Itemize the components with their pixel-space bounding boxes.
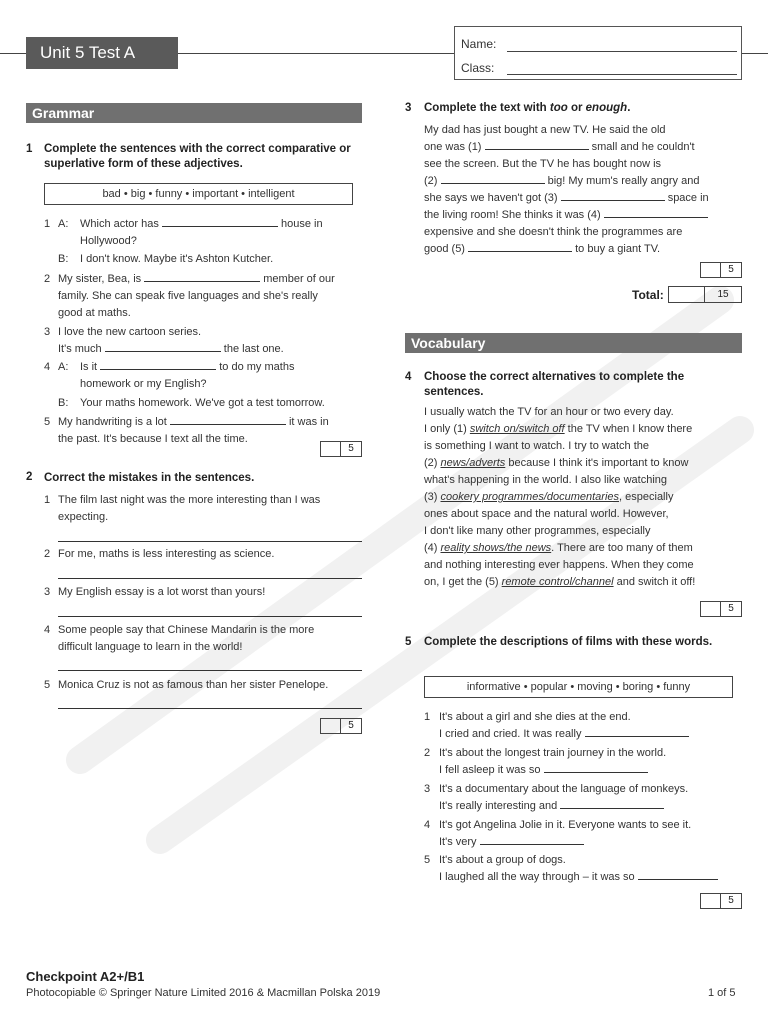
q3-instruction-enough: enough: [585, 102, 628, 114]
q3-blank3[interactable]: [561, 190, 665, 201]
q1-number: 1: [26, 143, 33, 155]
q1-item4-speaker-a: A:: [58, 361, 69, 373]
q4-line8: I don't like many other programmes, especially: [424, 525, 651, 537]
q3-blank5[interactable]: [468, 241, 572, 252]
vocabulary-section-title: Vocabulary: [405, 333, 742, 353]
q3-line2: [424, 139, 744, 156]
q5-item1-line2-text: I cried and cried. It was really: [439, 728, 582, 740]
q5-item1-line2: [439, 726, 744, 743]
q1-item2-line1: [58, 271, 363, 288]
q3-text: [424, 122, 744, 258]
q1-item4-number: 4: [44, 361, 51, 373]
q5-item1-number: 1: [424, 711, 431, 723]
q2-item4-answer-line[interactable]: [58, 670, 362, 671]
q4-line5: what's happening in the world. I also like watching: [424, 474, 668, 486]
q4-line4-b: because I think it's important to know: [505, 457, 689, 469]
grammar-section-title: Grammar: [26, 103, 362, 123]
q3-instruction: [424, 101, 744, 116]
q1-item1-a-after: house in: [281, 218, 323, 230]
q5-instruction: Complete the descriptions of films with these words.: [424, 636, 713, 648]
class-field[interactable]: [507, 74, 737, 75]
name-label: Name:: [461, 37, 497, 51]
q4-score: 5: [720, 602, 741, 616]
q3-number: 3: [405, 102, 412, 114]
q1-item3-after: the last one.: [223, 343, 284, 355]
q5-item4-number: 4: [424, 819, 431, 831]
q1-item4-a-cont: homework or my English?: [80, 378, 207, 390]
q3-instruction-too: too: [549, 102, 568, 114]
q3-instruction-or: or: [567, 102, 586, 114]
q5-number: 5: [405, 636, 412, 648]
q3-line6: [424, 207, 744, 224]
q4-option5[interactable]: remote control/channel: [501, 576, 614, 588]
q1-item1-a-before: Which actor has: [80, 218, 159, 230]
q3-line4-end: big! My mum's really angry and: [547, 175, 700, 187]
total-label: Total:: [632, 288, 664, 302]
q2-score: 5: [340, 719, 361, 733]
q2-item2-answer-line[interactable]: [58, 578, 362, 579]
name-class-box: [454, 26, 742, 80]
q3-line3: see the screen. But the TV he has bought now is: [424, 158, 662, 170]
q3-instruction-a: Complete the text with: [424, 102, 550, 114]
class-label: Class:: [461, 61, 495, 75]
q5-item5-line2-text: I laughed all the way through – it was so: [439, 871, 635, 883]
q3-line1: My dad has just bought a new TV. He said the old: [424, 124, 666, 136]
q1-item3-line2: [58, 341, 363, 358]
q3-line5: [424, 190, 744, 207]
q3-line5-end: space in: [667, 192, 709, 204]
q3-score-box: [700, 262, 742, 278]
q3-line2-end: small and he couldn't: [591, 141, 695, 153]
q5-item2-line1: It's about the longest train journey in the world.: [439, 747, 667, 759]
q4-line2-a: I only (1): [424, 423, 470, 435]
q3-blank2[interactable]: [441, 173, 545, 184]
q4-line9-a: (4): [424, 542, 441, 554]
unit-title: Unit 5 Test A: [26, 37, 178, 69]
q2-item2-number: 2: [44, 548, 51, 560]
q2-item5-number: 5: [44, 679, 51, 691]
q1-word-box: bad • big • funny • important • intelligent: [44, 183, 353, 205]
q1-instruction: Complete the sentences with the correct comparative or superlative form of these adjectives.: [44, 143, 351, 170]
q1-item1-a-cont: Hollywood?: [80, 235, 137, 247]
q2-item1-line2: expecting.: [58, 511, 109, 523]
q4-line2-b: the TV when I know there: [564, 423, 693, 435]
footer-title: Checkpoint A2+/B1: [26, 969, 145, 984]
q4-line7: ones about space and the natural world. However,: [424, 508, 669, 520]
q1-item5-cont1: the past. It's because I text all the time.: [58, 433, 248, 445]
q1-item2-cont2: good at maths.: [58, 307, 131, 319]
q5-item2-line2-text: I fell asleep it was so: [439, 764, 541, 776]
total-score: 15: [704, 287, 741, 302]
q2-item3-number: 3: [44, 586, 51, 598]
q1-score: 5: [340, 442, 361, 456]
q4-line4: [424, 455, 748, 472]
q1-item4-b-text: Your maths homework. We've got a test tomorrow.: [80, 397, 325, 409]
q2-item3-line1: My English essay is a lot worst than yours!: [58, 586, 266, 598]
q5-item3-line1: It's a documentary about the language of monkeys.: [439, 783, 689, 795]
q4-line6-b: , especially: [619, 491, 674, 503]
q5-item3-number: 3: [424, 783, 431, 795]
q4-option3[interactable]: cookery programmes/documentaries: [440, 491, 620, 503]
q4-line6-a: (3): [424, 491, 441, 503]
q4-line1: I usually watch the TV for an hour or two every day.: [424, 406, 674, 418]
q2-item3-answer-line[interactable]: [58, 616, 362, 617]
q3-blank1[interactable]: [485, 139, 589, 150]
q1-score-box: [320, 441, 362, 457]
q3-blank4[interactable]: [604, 207, 708, 218]
q5-item5-number: 5: [424, 854, 431, 866]
name-field[interactable]: [507, 51, 737, 52]
q3-instruction-end: .: [627, 102, 631, 114]
q5-item5-line1: It's about a group of dogs.: [439, 854, 566, 866]
q1-item5-number: 5: [44, 416, 51, 428]
q3-gap4-label: the living room! She thinks it was (4): [424, 209, 601, 221]
q3-score: 5: [720, 263, 741, 277]
q5-item4-line2: [439, 834, 744, 851]
q1-item2-before: My sister, Bea, is: [58, 273, 142, 285]
q2-item1-answer-line[interactable]: [58, 541, 362, 542]
q3-line7: expensive and she doesn't think the programmes are: [424, 226, 683, 238]
q3-line4: [424, 173, 744, 190]
q4-line11-b: and switch it off!: [613, 576, 696, 588]
footer-copyright: Photocopiable © Springer Nature Limited 2016 & Macmillan Polska 2019: [26, 987, 381, 999]
header-rule-right: [742, 53, 768, 54]
q1-item4-line-a: [80, 359, 365, 376]
q5-item3-line2: [439, 798, 744, 815]
q4-line10: and nothing interesting ever happens. When they come: [424, 559, 694, 571]
q1-item1-b-text: I don't know. Maybe it's Ashton Kutcher.: [80, 253, 274, 265]
q5-item2-line2: [439, 762, 744, 779]
q5-word-box: informative • popular • moving • boring • funny: [424, 676, 733, 698]
q5-score-box: [700, 893, 742, 909]
q3-gap1-label: one was (1): [424, 141, 482, 153]
q4-option4[interactable]: reality shows/the news: [440, 542, 552, 554]
q5-item2-number: 2: [424, 747, 431, 759]
q5-item3-line2-text: It's really interesting and: [439, 800, 558, 812]
q3-gap3-label: she says we haven't got (3): [424, 192, 558, 204]
q5-item4-line2-text: It's very: [439, 836, 477, 848]
q3-line8: [424, 241, 744, 258]
q4-option2[interactable]: news/adverts: [440, 457, 506, 469]
q1-item2-number: 2: [44, 273, 51, 285]
q1-item3-number: 3: [44, 326, 51, 338]
q1-item4-speaker-b: B:: [58, 397, 69, 409]
q5-item2-blank[interactable]: [544, 762, 648, 773]
q2-item5-line1: Monica Cruz is not as famous than her sister Penelope.: [58, 679, 329, 691]
q1-item2-cont1: family. She can speak five languages and she's really: [58, 290, 318, 302]
q2-item2-line1: For me, maths is less interesting as science.: [58, 548, 275, 560]
q4-score-box: [700, 601, 742, 617]
q4-line11-a: on, I get the (5): [424, 576, 502, 588]
q4-line11: [424, 574, 748, 591]
q1-item1-line-a: [80, 216, 365, 233]
q1-item5-before: My handwriting is a lot: [58, 416, 167, 428]
q1-item4-a-before: Is it: [80, 361, 98, 373]
q4-line2: [424, 421, 748, 438]
q1-item5-line1: [58, 414, 363, 431]
q5-item1-blank[interactable]: [585, 726, 689, 737]
q5-item3-blank[interactable]: [560, 798, 664, 809]
q1-item3-before: It's much: [58, 343, 102, 355]
q1-item3-blank[interactable]: [105, 341, 221, 352]
q4-line3: is something I want to watch. I try to watch the: [424, 440, 649, 452]
q5-item4-line1: It's got Angelina Jolie in it. Everyone wants to see it.: [439, 819, 692, 831]
q5-item5-blank[interactable]: [638, 869, 718, 880]
q2-item4-line1: Some people say that Chinese Mandarin is the more: [58, 624, 315, 636]
total-box: [668, 286, 742, 303]
q2-item1-number: 1: [44, 494, 51, 506]
q1-item4-a-after: to do my maths: [219, 361, 295, 373]
q1-item2-after: member of our: [263, 273, 335, 285]
q4-line9-b: . There are too many of them: [551, 542, 693, 554]
q4-line4-a: (2): [424, 457, 441, 469]
q1-item1-number: 1: [44, 218, 51, 230]
q2-item4-number: 4: [44, 624, 51, 636]
q4-option1[interactable]: switch on/switch off: [469, 423, 565, 435]
q3-line8-end: to buy a giant TV.: [575, 243, 661, 255]
q1-item5-after: it was in: [288, 416, 329, 428]
q2-instruction: Correct the mistakes in the sentences.: [44, 472, 255, 484]
q3-gap5-label: good (5): [424, 243, 465, 255]
q4-number: 4: [405, 371, 412, 383]
q5-item4-blank[interactable]: [480, 834, 584, 845]
page-number: 1 of 5: [708, 987, 736, 999]
q3-gap2-label: (2): [424, 175, 438, 187]
q2-score-box: [320, 718, 362, 734]
q1-item1-blank[interactable]: [162, 216, 278, 227]
q2-item1-line1: The film last night was the more interesting than I was: [58, 494, 321, 506]
q5-score: 5: [720, 894, 741, 908]
q1-item4-blank[interactable]: [100, 359, 216, 370]
q5-item5-line2: [439, 869, 744, 886]
q1-item1-speaker-a: A:: [58, 218, 69, 230]
q4-line6: [424, 489, 748, 506]
q1-item1-speaker-b: B:: [58, 253, 69, 265]
q2-number: 2: [26, 471, 33, 483]
q4-instruction: Choose the correct alternatives to complete the sentences.: [424, 371, 685, 398]
q1-item2-blank[interactable]: [144, 271, 260, 282]
q1-item3-line1: I love the new cartoon series.: [58, 326, 202, 338]
q2-item5-answer-line[interactable]: [58, 708, 362, 709]
q4-text: [424, 404, 748, 591]
q1-item5-blank[interactable]: [170, 414, 286, 425]
q4-line9: [424, 540, 748, 557]
q2-item4-line2: difficult language to learn in the world!: [58, 641, 243, 653]
q5-item1-line1: It's about a girl and she dies at the end.: [439, 711, 631, 723]
